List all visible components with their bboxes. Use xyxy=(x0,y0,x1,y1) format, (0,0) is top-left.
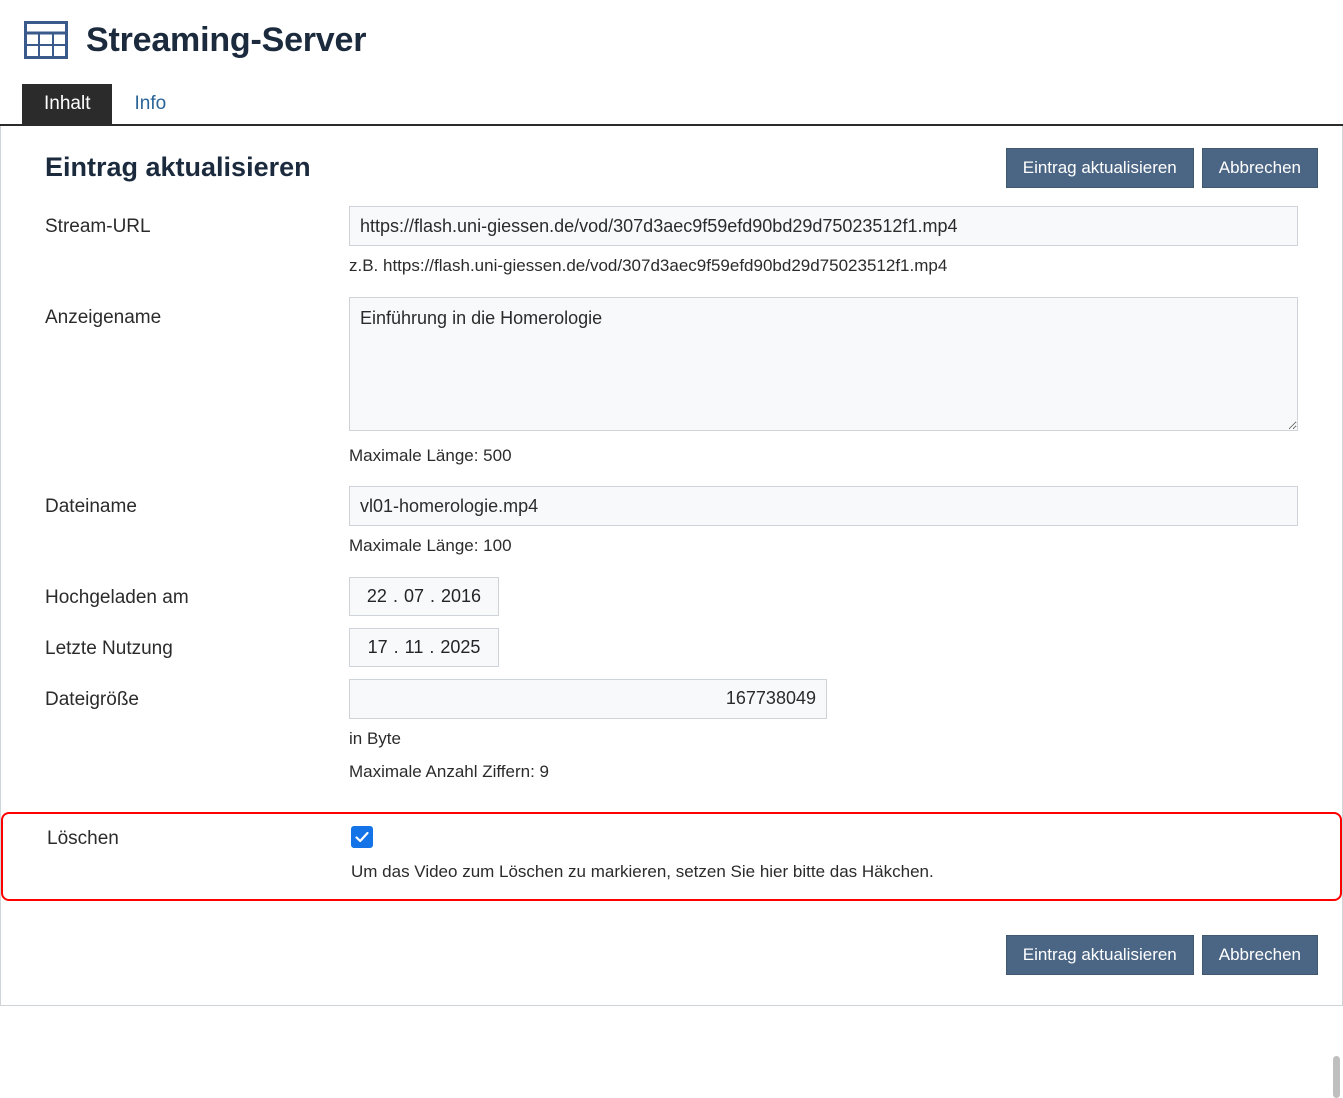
file-name-input[interactable] xyxy=(349,486,1298,526)
tab-info[interactable]: Info xyxy=(112,84,188,124)
date-separator: . xyxy=(429,636,435,657)
label-file-size: Dateigröße xyxy=(45,688,139,710)
row-file-name xyxy=(23,486,1320,577)
date-separator: . xyxy=(393,636,399,657)
row-stream-url xyxy=(23,206,1320,297)
last-use-year[interactable]: 2025 xyxy=(440,636,481,657)
content-panel xyxy=(0,126,1343,1006)
row-last-use xyxy=(23,628,1320,667)
date-separator: . xyxy=(392,585,398,606)
uploaded-at-year[interactable]: 2016 xyxy=(441,585,482,606)
row-delete-highlighted xyxy=(1,812,1342,901)
label-file-name: Dateiname xyxy=(45,496,137,518)
label-uploaded-at: Hochgeladen am xyxy=(45,586,189,608)
last-use-month[interactable]: 11 xyxy=(404,636,424,657)
file-size-input[interactable] xyxy=(349,679,827,719)
scrollbar-thumb[interactable] xyxy=(1333,1056,1340,1098)
last-use-day[interactable]: 17 xyxy=(367,636,388,657)
tab-inhalt[interactable]: Inhalt xyxy=(22,84,112,124)
uploaded-at-month[interactable]: 07 xyxy=(403,585,424,606)
hint-file-name: Maximale Länge: 100 xyxy=(349,536,512,556)
entry-form xyxy=(23,206,1320,975)
update-entry-button-bottom[interactable]: Eintrag aktualisieren xyxy=(1006,935,1194,975)
top-button-group xyxy=(1006,148,1320,188)
hint-file-size-digits: Maximale Anzahl Ziffern: 9 xyxy=(349,761,549,781)
last-use-date-input[interactable] xyxy=(349,628,499,667)
hint-display-name: Maximale Länge: 500 xyxy=(349,445,512,465)
hint-stream-url: z.B. https://flash.uni-giessen.de/vod/307d3aec9f59efd90bd29d75023512f1.mp4 xyxy=(349,256,948,275)
tab-bar xyxy=(0,82,1343,126)
display-name-textarea[interactable] xyxy=(349,297,1298,431)
date-separator: . xyxy=(430,585,436,606)
row-display-name xyxy=(23,297,1320,487)
uploaded-at-day[interactable]: 22 xyxy=(366,585,387,606)
uploaded-at-date-input[interactable] xyxy=(349,577,499,616)
page-title: Streaming-Server xyxy=(86,20,367,59)
row-file-size xyxy=(23,679,1320,802)
app-header xyxy=(0,0,1343,60)
section-header xyxy=(23,148,1320,188)
cancel-button-top[interactable]: Abbrechen xyxy=(1202,148,1318,188)
label-last-use: Letzte Nutzung xyxy=(45,637,173,659)
cancel-button-bottom[interactable]: Abbrechen xyxy=(1202,935,1318,975)
delete-checkbox[interactable] xyxy=(351,826,373,848)
label-stream-url: Stream-URL xyxy=(45,216,151,237)
stream-url-input[interactable] xyxy=(349,206,1298,246)
hint-file-size-unit: in Byte xyxy=(349,728,401,748)
label-delete: Löschen xyxy=(47,828,119,850)
footer-button-group xyxy=(23,935,1320,975)
label-display-name: Anzeigename xyxy=(45,306,162,328)
row-uploaded-at xyxy=(23,577,1320,616)
table-icon xyxy=(24,20,68,60)
hint-delete: Um das Video zum Löschen zu markieren, setzen Sie hier bitte das Häkchen. xyxy=(351,862,934,882)
update-entry-button-top[interactable]: Eintrag aktualisieren xyxy=(1006,148,1194,188)
section-title: Eintrag aktualisieren xyxy=(45,152,311,182)
